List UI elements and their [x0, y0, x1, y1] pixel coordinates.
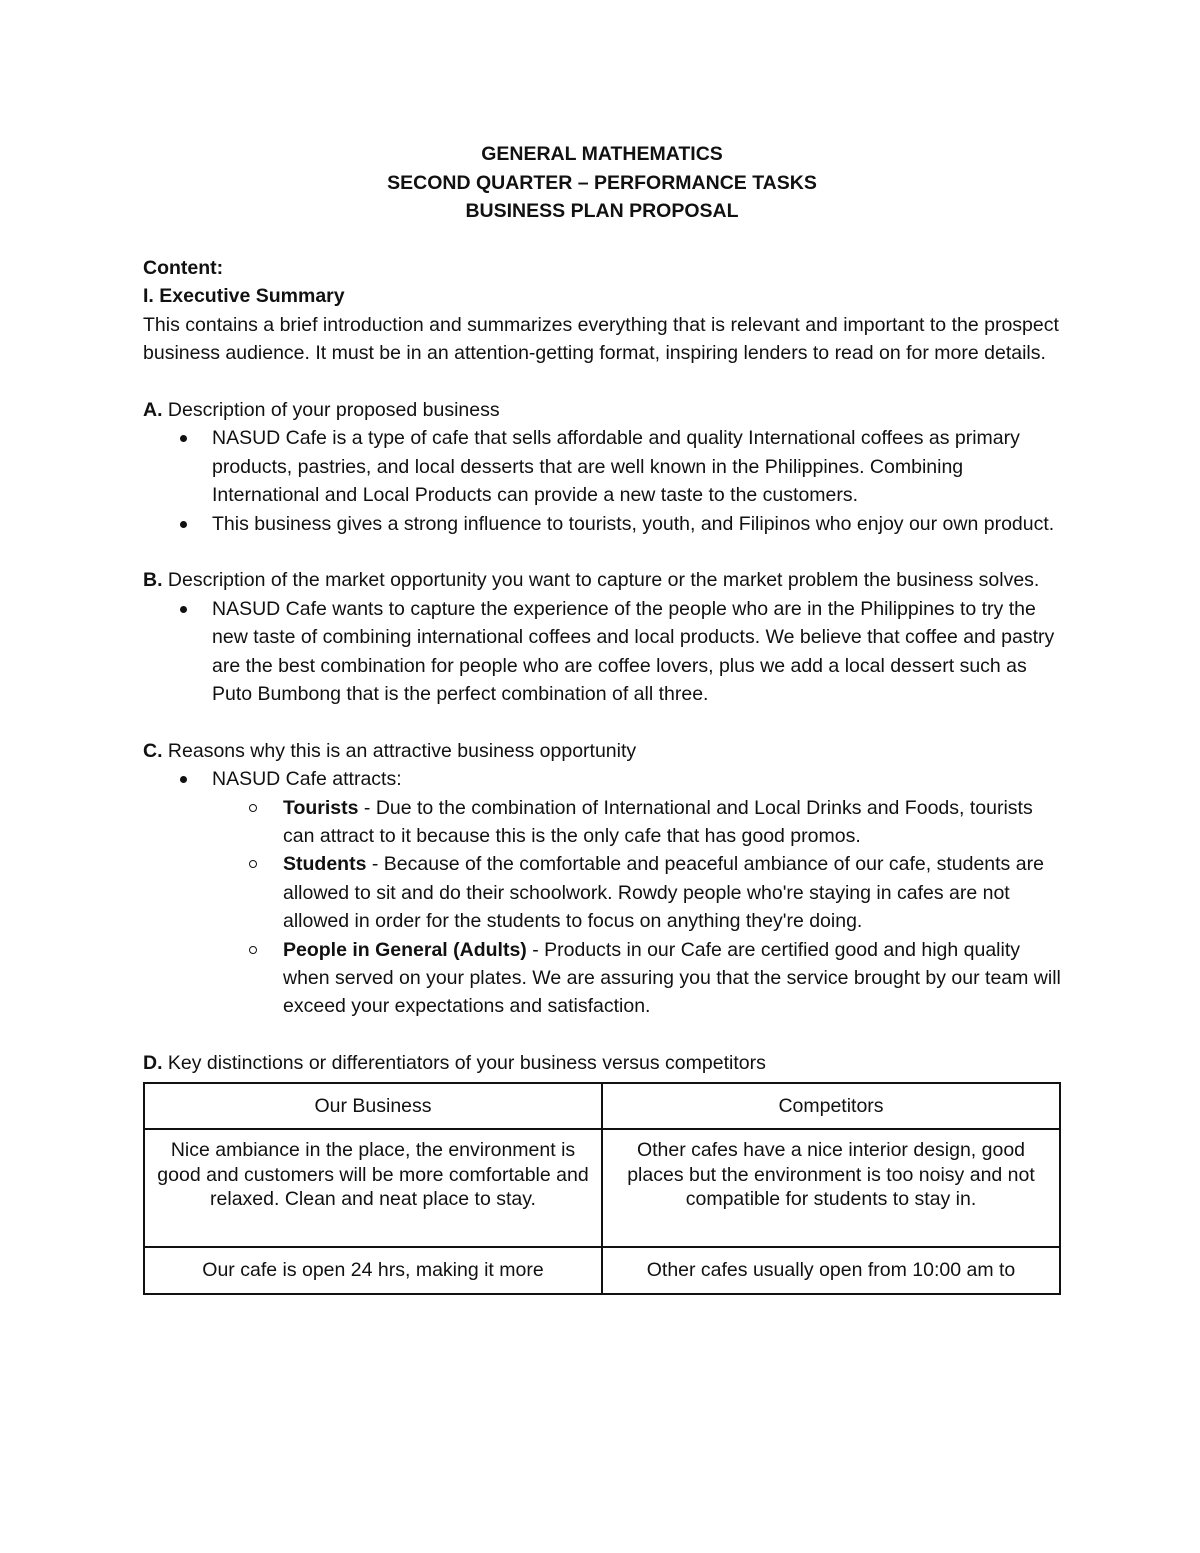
section-d-heading: [143, 1049, 1061, 1077]
title-line-1: GENERAL MATHEMATICS: [481, 143, 723, 165]
section-c-letter: C.: [143, 739, 163, 762]
section-b-letter: B.: [143, 569, 163, 592]
content-label: Content:: [143, 256, 224, 279]
hollow-bullet-icon: [249, 804, 257, 812]
section-c-heading: [143, 737, 1061, 765]
section-a-heading: [143, 396, 1061, 424]
document-page: [143, 140, 1061, 1295]
table-cell: Other cafes usually open from 10:00 am to: [602, 1247, 1060, 1294]
section-a-list: [143, 424, 1061, 538]
list-item: NASUD Cafe wants to capture the experience of the people who are in the Philippines to try the new taste of combining international coffees and local products. We believe that coffee and pastry are the best combination for people who are coffee lovers, plus we add a local dessert such as Puto Bumbong that is the perfect combination of all three.: [143, 595, 1061, 709]
bullet-icon: [180, 435, 187, 442]
table-header-competitors: Competitors: [602, 1083, 1060, 1130]
section-c-title: Reasons why this is an attractive business opportunity: [162, 739, 637, 762]
section-d-title: Key distinctions or differentiators of your business versus competitors: [162, 1052, 766, 1075]
section-a-title: Description of your proposed business: [162, 398, 500, 421]
executive-summary-body: This contains a brief introduction and summarizes everything that is relevant and important to the prospect business audience. It must be in an attention-getting format, inspiring lenders to read on for more details.: [143, 313, 1059, 365]
section-b-heading: [143, 566, 1061, 594]
list-item: NASUD Cafe is a type of cafe that sells affordable and quality International coffees as primary products, pastries, and local desserts that are well known in the Philippines. Combining International and Local Products can provide a new taste to the customers.: [143, 424, 1061, 509]
bullet-icon: [180, 521, 187, 528]
section-b-list: [143, 595, 1061, 709]
executive-summary-heading: I. Executive Summary: [143, 285, 345, 308]
sub-list-item: Tourists - Due to the combination of International and Local Drinks and Foods, tourists can attract to it because this is the only cafe that has good promos.: [143, 794, 1061, 851]
table-row: [144, 1247, 1060, 1294]
table-header-row: [144, 1083, 1060, 1130]
table-row: [144, 1129, 1060, 1247]
list-item: NASUD Cafe attracts: Tourists - Due to the combination of International and Local Drinks and Foods, tourists can attract to it because this is the only cafe that has good promos. Students - Because of the comfortable and peaceful ambiance of our cafe, students are allowed to sit and do their schoolwork. Rowdy people who're staying in cafes are not allowed in order for the students to focus on anything they're doing. People in General (Adults) - Products in our Cafe are certified good and high quality when served on your plates. We are assuring you that the service brought by our team will exceed your expectations and satisfaction.: [143, 765, 1061, 1021]
sub-list-item: People in General (Adults) - Products in our Cafe are certified good and high quality when served on your plates. We are assuring you that the service brought by our team will exceed your expectations and satisfaction.: [143, 936, 1061, 1021]
list-item: This business gives a strong influence to tourists, youth, and Filipinos who enjoy our own product.: [143, 510, 1061, 538]
section-a-letter: A.: [143, 398, 163, 421]
table-cell: Other cafes have a nice interior design, good places but the environment is too noisy and not compatible for students to stay in.: [602, 1129, 1060, 1247]
section-d-letter: D.: [143, 1052, 163, 1075]
table-cell: Nice ambiance in the place, the environment is good and customers will be more comfortable and relaxed. Clean and neat place to stay.: [144, 1129, 602, 1247]
section-b-title: Description of the market opportunity you want to capture or the market problem the business solves.: [162, 569, 1040, 592]
section-c-sublist: [212, 794, 1061, 1021]
hollow-bullet-icon: [249, 860, 257, 868]
title-line-3: BUSINESS PLAN PROPOSAL: [465, 200, 739, 222]
comparison-table: [143, 1082, 1061, 1295]
table-header-our-business: Our Business: [144, 1083, 602, 1130]
section-c-list: [143, 765, 1061, 1021]
bullet-icon: [180, 606, 187, 613]
hollow-bullet-icon: [249, 946, 257, 954]
document-title: [143, 140, 1061, 226]
sub-list-item: Students - Because of the comfortable and peaceful ambiance of our cafe, students are allowed to sit and do their schoolwork. Rowdy people who're staying in cafes are not allowed in order for the students to focus on anything they're doing.: [143, 850, 1061, 935]
bullet-icon: [180, 776, 187, 783]
table-cell: Our cafe is open 24 hrs, making it more: [144, 1247, 602, 1294]
title-line-2: SECOND QUARTER – PERFORMANCE TASKS: [387, 171, 817, 194]
